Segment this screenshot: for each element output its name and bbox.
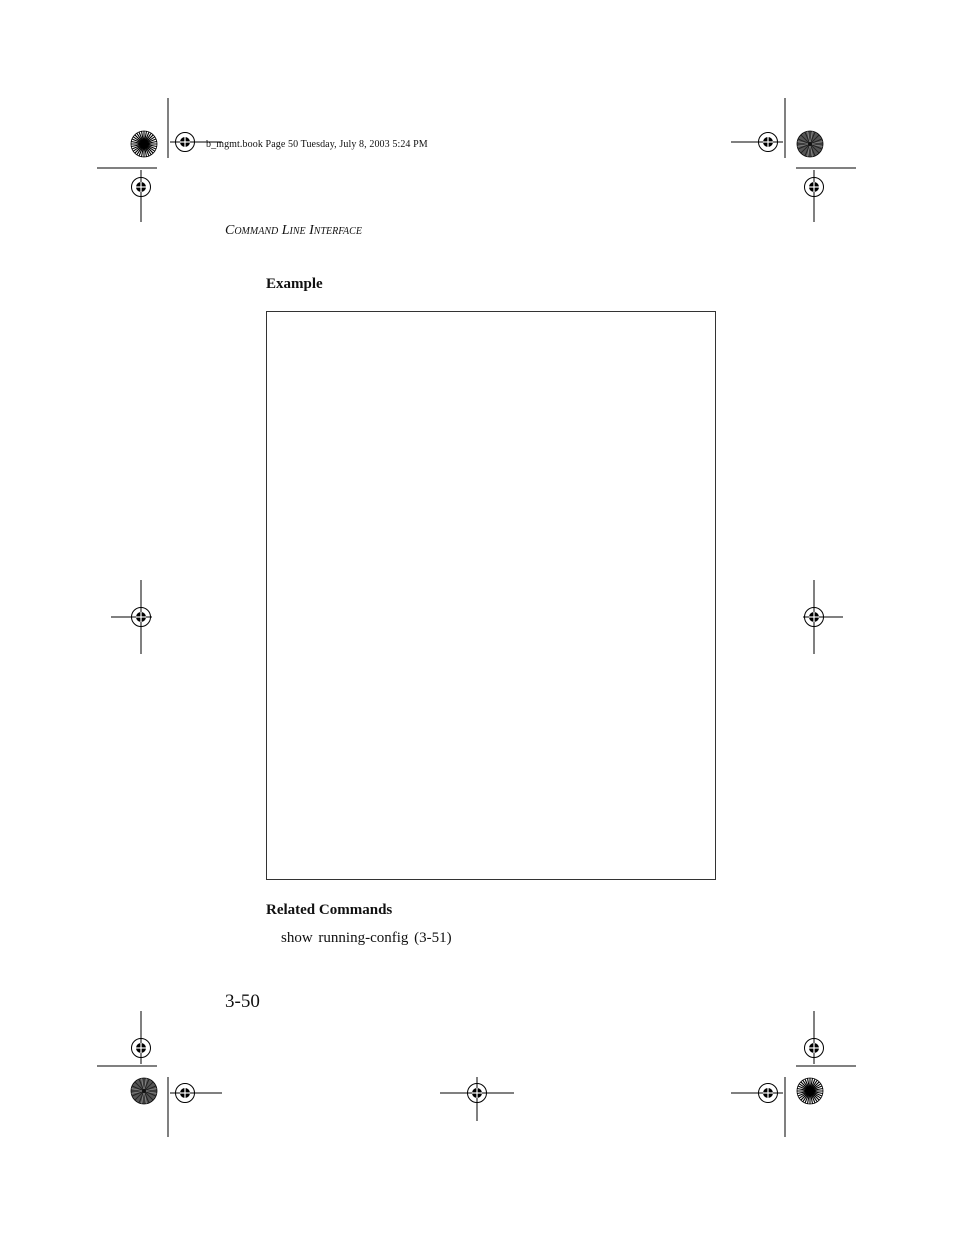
related-command-link[interactable]: show running-config (3-51) xyxy=(281,930,452,946)
related-commands-heading: Related Commands xyxy=(266,902,393,918)
page-number: 3-50 xyxy=(225,991,260,1012)
example-box xyxy=(266,311,716,880)
print-slug: b_mgmt.book Page 50 Tuesday, July 8, 2003 5:24 PM xyxy=(206,139,428,150)
example-heading: Example xyxy=(266,276,323,292)
running-header: Command Line Interface xyxy=(225,223,362,238)
